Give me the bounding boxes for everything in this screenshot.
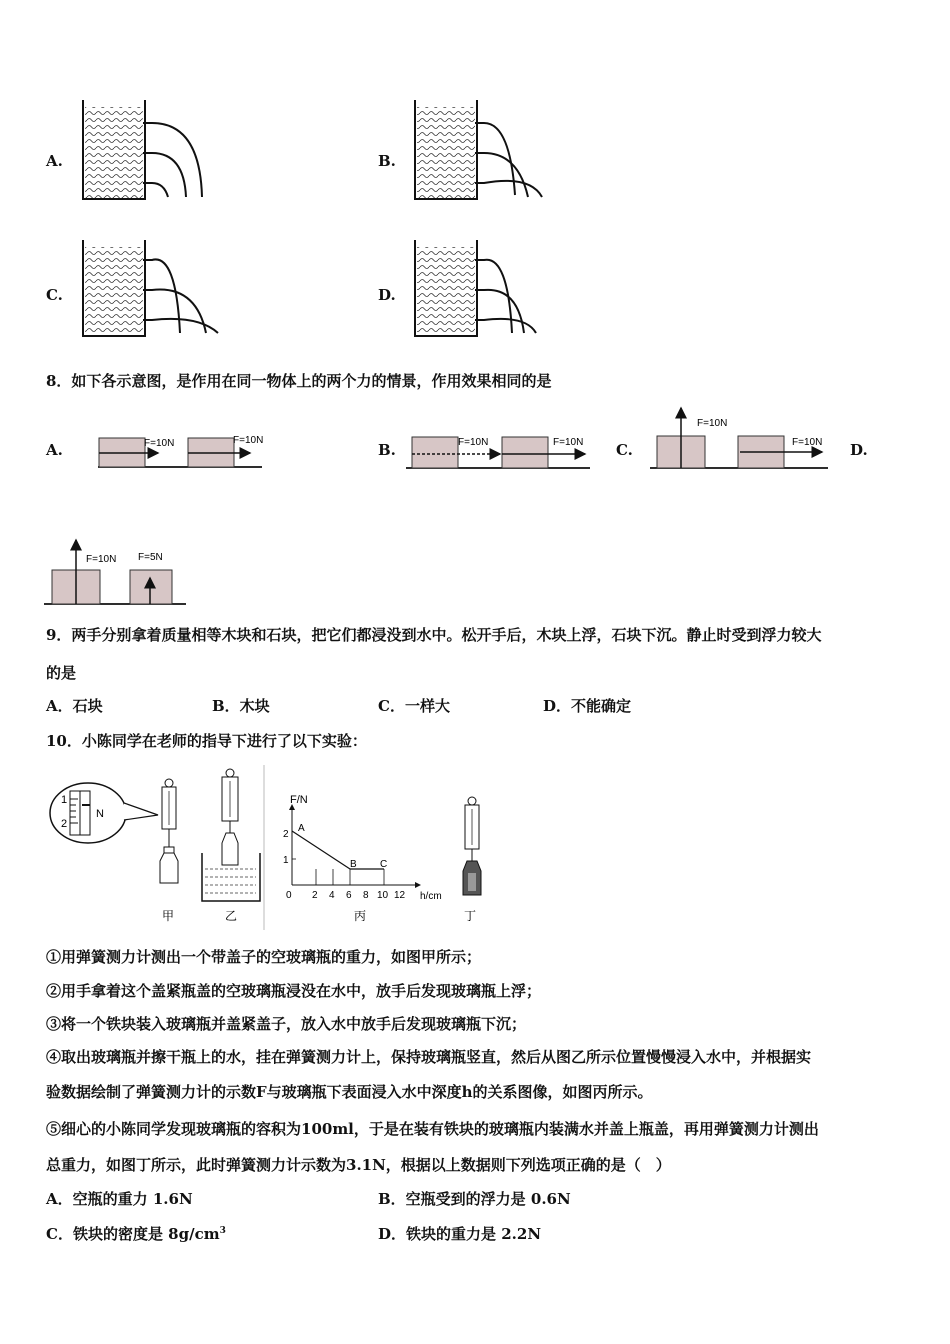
q7-option-d-label[interactable]: D. — [378, 286, 396, 304]
q10-step-4: ④取出玻璃瓶并擦干瓶上的水，挂在弹簧测力计上，保持玻璃瓶竖直，然后从图乙所示位置慢慢浸入水中，并根据实 — [46, 1048, 812, 1066]
graph-point-a: A — [298, 823, 305, 834]
q9-stem-line2: 的是 — [46, 664, 77, 682]
q10-step-3: ③将一个铁块装入玻璃瓶并盖紧盖子，放入水中放手后发现玻璃瓶下沉； — [46, 1015, 527, 1033]
q10-option-a[interactable]: A．空瓶的重力 1.6N — [46, 1190, 193, 1208]
graph-ytick-1: 1 — [283, 855, 289, 866]
caption-ding: 丁 — [464, 909, 477, 923]
graph-xlabel: h/cm — [420, 891, 442, 902]
q9-option-b[interactable]: B．木块 — [212, 697, 270, 715]
q8-a-force1: F=10N — [144, 438, 175, 449]
figure-yi — [202, 769, 260, 923]
q9-stem-line1: 9．两手分别拿着质量相等木块和石块，把它们都浸没到水中。松开手后，木块上浮，石块下沉。静止时受到浮力较大 — [46, 626, 822, 644]
q10-step-4-cont: 验数据绘制了弹簧测力计的示数F与玻璃瓶下表面浸入水中深度h的关系图像，如图丙所示。 — [46, 1083, 653, 1101]
graph-xtick-0: 0 — [286, 890, 292, 901]
q10-step-2: ②用手拿着这个盖紧瓶盖的空玻璃瓶浸没在水中，放手后发现玻璃瓶上浮； — [46, 982, 542, 1000]
figure-bing-graph — [283, 794, 442, 923]
graph-xtick-2: 2 — [312, 890, 318, 901]
q8-option-c-label[interactable]: C. — [616, 441, 633, 459]
graph-xtick-12: 12 — [394, 890, 406, 901]
q8-d-force2: F=5N — [138, 552, 163, 563]
figure-jia — [50, 779, 178, 923]
q7-diagram-a — [83, 100, 202, 199]
graph-point-b: B — [350, 859, 357, 870]
q10-option-c[interactable] — [46, 1223, 226, 1244]
q10-option-b[interactable]: B．空瓶受到的浮力是 0.6N — [378, 1190, 571, 1208]
graph-xtick-6: 6 — [346, 890, 352, 901]
q10-step-1: ①用弹簧测力计测出一个带盖子的空玻璃瓶的重力，如图甲所示； — [46, 948, 482, 966]
q8-c-force2: F=10N — [792, 437, 823, 448]
q7-tank-diagrams — [60, 95, 660, 350]
q7-diagram-b — [415, 100, 542, 199]
q8-b-force1: F=10N — [458, 437, 489, 448]
graph-point-c: C — [380, 859, 388, 870]
q10-option-c-sup: 3 — [219, 1226, 226, 1236]
q8-d-force1: F=10N — [86, 554, 117, 565]
caption-yi: 乙 — [225, 909, 238, 923]
q7-diagram-c — [83, 240, 218, 336]
q8-diagram-d — [44, 540, 186, 604]
q8-a-force2: F=10N — [233, 435, 264, 446]
graph-ytick-2: 2 — [283, 829, 289, 840]
scale-unit: N — [96, 808, 104, 820]
q7-option-c-label[interactable]: C. — [46, 286, 63, 304]
q7-diagram-d — [415, 240, 536, 336]
q8-diagram-a — [98, 435, 263, 467]
caption-bing: 丙 — [354, 909, 367, 923]
q10-step-5: ⑤细心的小陈同学发现玻璃瓶的容积为100ml，于是在装有铁块的玻璃瓶内装满水并盖上瓶盖，再用弹簧测力计测出 — [46, 1120, 819, 1138]
q8-option-a-label[interactable]: A. — [46, 441, 63, 459]
scale-mark-2: 2 — [61, 818, 68, 830]
scale-mark-1: 1 — [61, 794, 68, 806]
q10-step-5-cont: 总重力，如图丁所示，此时弹簧测力计示数为3.1N，根据以上数据则下列选项正确的是（ ） — [46, 1156, 671, 1174]
q8-c-force1: F=10N — [697, 418, 728, 429]
q9-option-a[interactable]: A．石块 — [46, 697, 103, 715]
graph-xtick-8: 8 — [363, 890, 369, 901]
q8-diagram-c — [650, 408, 828, 468]
graph-xtick-4: 4 — [329, 890, 335, 901]
q8-force-diagrams — [0, 400, 950, 610]
graph-ylabel: F/N — [290, 794, 308, 806]
q10-option-c-text: C．铁块的密度是 8g/cm — [46, 1225, 220, 1243]
q10-experiment-figure — [40, 765, 510, 930]
q8-option-b-label[interactable]: B. — [378, 441, 396, 459]
q8-option-d-label[interactable]: D. — [850, 441, 868, 459]
q8-b-force2: F=10N — [553, 437, 584, 448]
q8-stem: 8．如下各示意图，是作用在同一物体上的两个力的情景，作用效果相同的是 — [46, 372, 552, 390]
q9-option-d[interactable]: D．不能确定 — [543, 697, 632, 715]
q10-option-d[interactable]: D．铁块的重力是 2.2N — [378, 1225, 542, 1243]
q9-option-c[interactable]: C．一样大 — [378, 697, 450, 715]
q10-stem: 10．小陈同学在老师的指导下进行了以下实验： — [46, 732, 367, 750]
graph-xtick-10: 10 — [377, 890, 389, 901]
figure-ding — [463, 797, 481, 923]
q7-option-a-label[interactable]: A. — [46, 152, 63, 170]
caption-jia: 甲 — [162, 909, 175, 923]
q8-diagram-b — [406, 437, 590, 468]
q7-option-b-label[interactable]: B. — [378, 152, 396, 170]
